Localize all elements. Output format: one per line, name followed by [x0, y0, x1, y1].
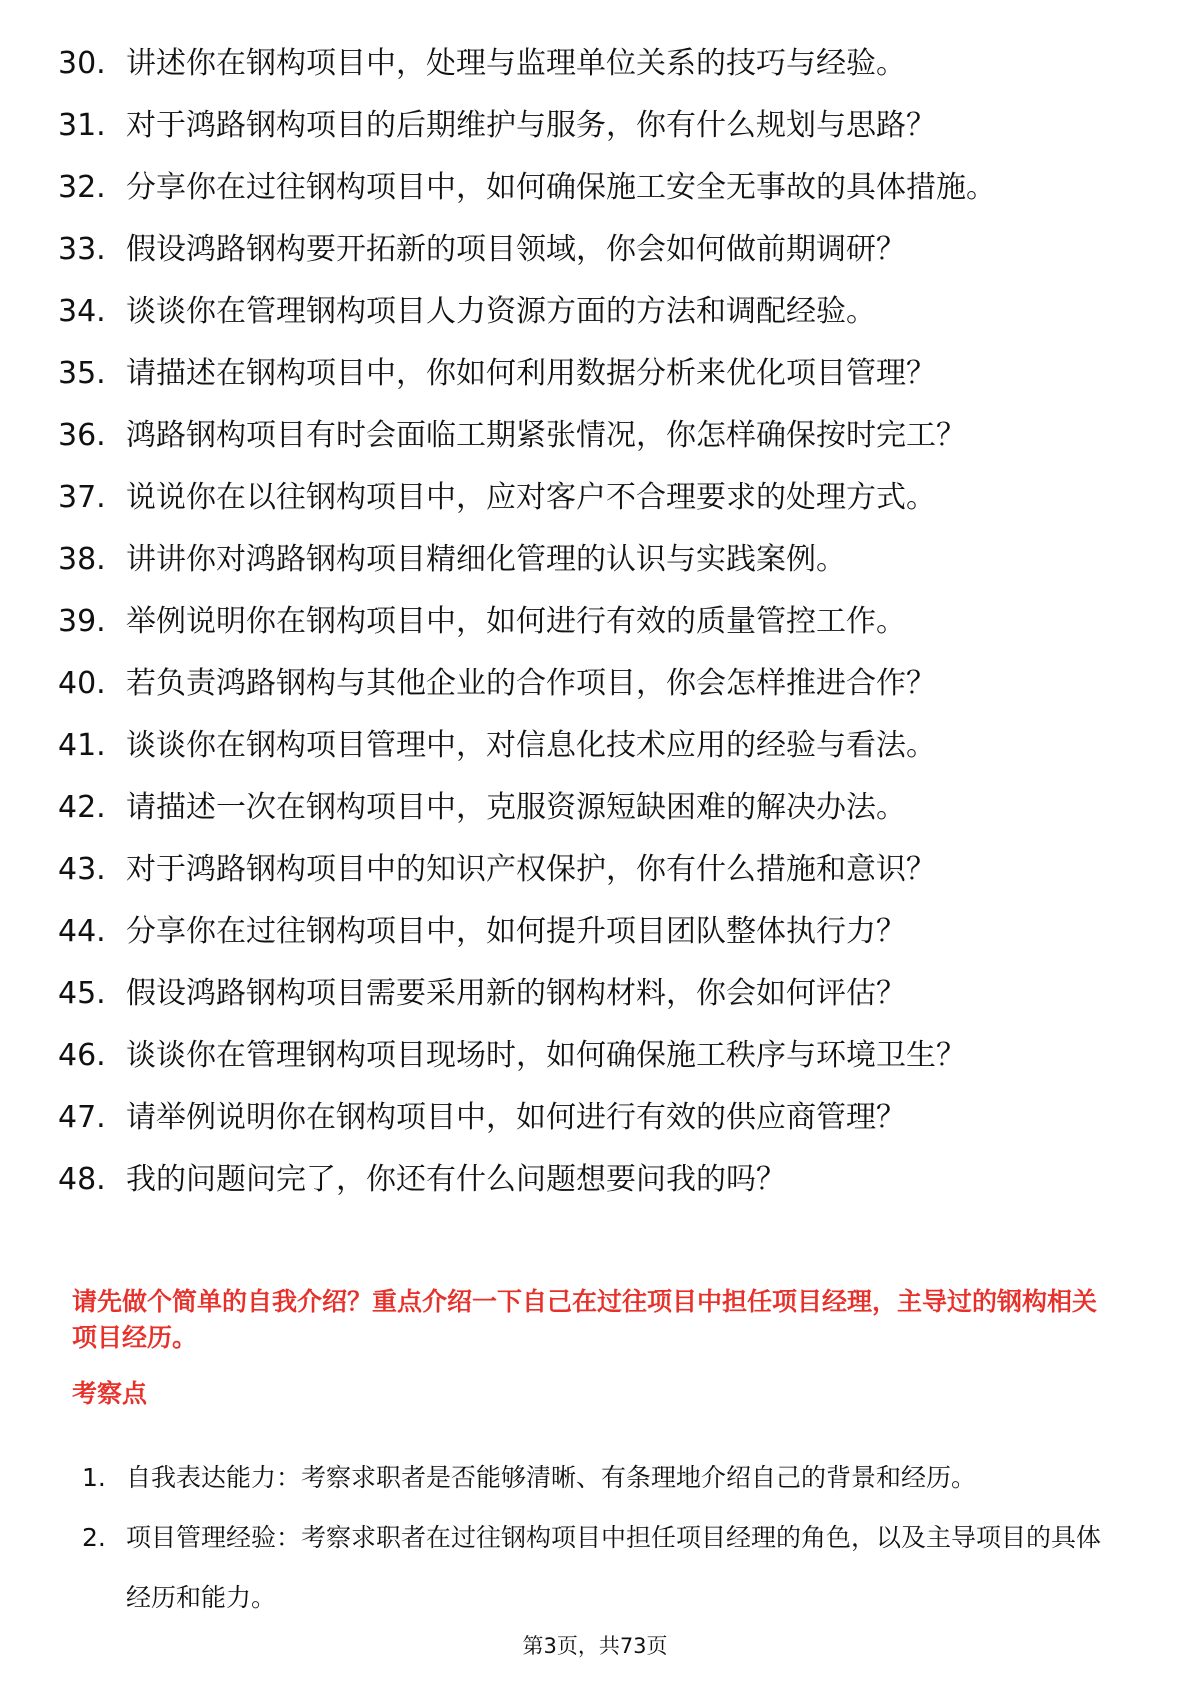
item-text: 鸿路钢构项目有时会面临工期紧张情况，你怎样确保按时完工？	[126, 418, 966, 453]
list-item	[58, 106, 1118, 146]
focus-heading: 考察点	[72, 1379, 148, 1408]
item-number: 1.	[82, 1463, 106, 1492]
list-item	[58, 788, 1118, 828]
item-text: 请描述一次在钢构项目中，克服资源短缺困难的解决办法。	[126, 790, 906, 825]
question-prompt: 请先做个简单的自我介绍？重点介绍一下自己在过往项目中担任项目经理，主导过的钢构相关项目经历。	[72, 1287, 1098, 1352]
item-number: 39.	[58, 604, 106, 639]
item-number: 48.	[58, 1162, 106, 1197]
item-text: 分享你在过往钢构项目中，如何提升项目团队整体执行力？	[126, 914, 906, 949]
list-item	[82, 1448, 1122, 1508]
item-text: 请描述在钢构项目中，你如何利用数据分析来优化项目管理？	[126, 356, 936, 391]
item-number: 30.	[58, 46, 106, 81]
focus-points-list	[82, 1448, 1122, 1628]
item-text: 说说你在以往钢构项目中，应对客户不合理要求的处理方式。	[126, 480, 936, 515]
item-text: 项目管理经验：考察求职者在过往钢构项目中担任项目经理的角色，以及主导项目的具体经历和能力。	[126, 1523, 1102, 1612]
item-number: 46.	[58, 1038, 106, 1073]
list-item	[58, 230, 1118, 270]
item-number: 34.	[58, 294, 106, 329]
item-number: 43.	[58, 852, 106, 887]
list-item	[58, 168, 1118, 208]
item-text: 对于鸿路钢构项目的后期维护与服务，你有什么规划与思路？	[126, 108, 936, 143]
list-item	[58, 664, 1118, 704]
page-footer: 第3页，共73页	[522, 1634, 668, 1658]
item-number: 45.	[58, 976, 106, 1011]
item-text: 自我表达能力：考察求职者是否能够清晰、有条理地介绍自己的背景和经历。	[126, 1463, 977, 1492]
list-item	[58, 540, 1118, 580]
item-text: 假设鸿路钢构项目需要采用新的钢构材料，你会如何评估？	[126, 976, 906, 1011]
item-text: 谈谈你在管理钢构项目现场时，如何确保施工秩序与环境卫生？	[126, 1038, 966, 1073]
list-item	[58, 726, 1118, 766]
item-number: 41.	[58, 728, 106, 763]
item-text: 谈谈你在管理钢构项目人力资源方面的方法和调配经验。	[126, 294, 876, 329]
list-item	[58, 44, 1118, 84]
list-item	[58, 1098, 1118, 1138]
list-item	[58, 478, 1118, 518]
list-item	[58, 354, 1118, 394]
item-number: 31.	[58, 108, 106, 143]
item-text: 讲述你在钢构项目中，处理与监理单位关系的技巧与经验。	[126, 46, 906, 81]
item-number: 35.	[58, 356, 106, 391]
item-text: 举例说明你在钢构项目中，如何进行有效的质量管控工作。	[126, 604, 906, 639]
item-text: 分享你在过往钢构项目中，如何确保施工安全无事故的具体措施。	[126, 170, 996, 205]
item-text: 谈谈你在钢构项目管理中，对信息化技术应用的经验与看法。	[126, 728, 936, 763]
list-item	[58, 292, 1118, 332]
item-text: 对于鸿路钢构项目中的知识产权保护，你有什么措施和意识？	[126, 852, 936, 887]
item-number: 2.	[82, 1523, 106, 1552]
item-text: 假设鸿路钢构要开拓新的项目领域，你会如何做前期调研？	[126, 232, 906, 267]
list-item	[82, 1508, 1122, 1628]
list-item	[58, 850, 1118, 890]
item-number: 37.	[58, 480, 106, 515]
list-item	[58, 416, 1118, 456]
item-number: 32.	[58, 170, 106, 205]
list-item	[58, 912, 1118, 952]
item-number: 36.	[58, 418, 106, 453]
item-text: 请举例说明你在钢构项目中，如何进行有效的供应商管理？	[126, 1100, 906, 1135]
item-number: 47.	[58, 1100, 106, 1135]
list-item	[58, 602, 1118, 642]
item-text: 我的问题问完了，你还有什么问题想要问我的吗？	[126, 1162, 786, 1197]
list-item	[58, 974, 1118, 1014]
list-item	[58, 1036, 1118, 1076]
item-number: 42.	[58, 790, 106, 825]
list-item	[58, 1160, 1118, 1200]
item-number: 33.	[58, 232, 106, 267]
item-number: 38.	[58, 542, 106, 577]
item-text: 讲讲你对鸿路钢构项目精细化管理的认识与实践案例。	[126, 542, 846, 577]
question-list	[58, 44, 1118, 1222]
item-text: 若负责鸿路钢构与其他企业的合作项目，你会怎样推进合作？	[126, 666, 936, 701]
item-number: 44.	[58, 914, 106, 949]
item-number: 40.	[58, 666, 106, 701]
